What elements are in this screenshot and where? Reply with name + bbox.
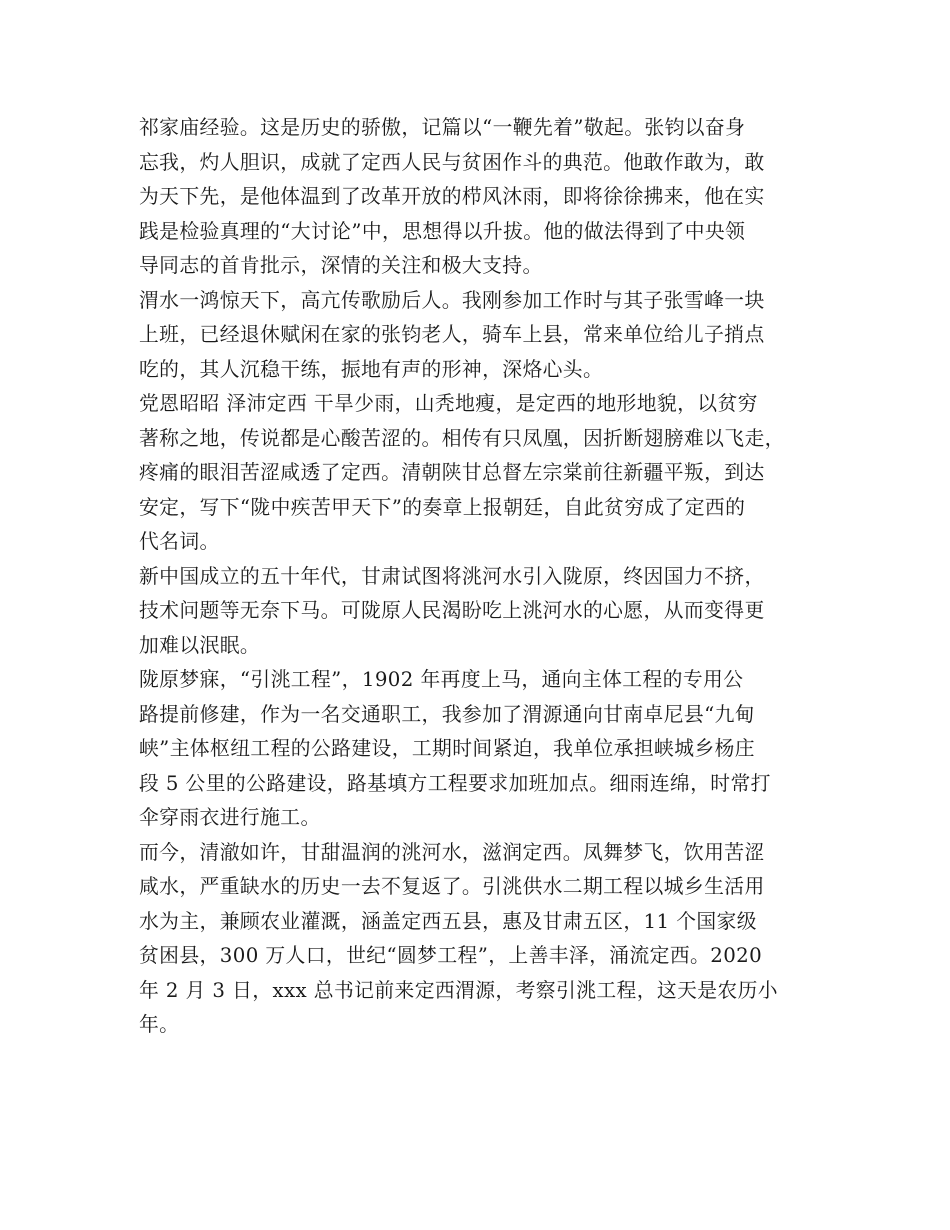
text-line: 导同志的首肯批示，深情的关注和极大支持。	[139, 254, 543, 277]
text-line: 党恩昭昭 泽沛定西 干旱少雨，山秃地瘦，是定西的地形地貌，以贫穷	[139, 392, 758, 415]
text-line: 而今，清澈如许，甘甜温润的洮河水，滋润定西。凤舞梦飞，饮用苦涩	[139, 840, 765, 864]
text-line: 加难以泯眠。	[139, 633, 261, 657]
text-line: 技术问题等无奈下马。可陇原人民渴盼吃上洮河水的心愿，从而变得更	[139, 599, 765, 622]
text-line: 段 5 公里的公路建设，路基填方工程要求加班加点。细雨连绵，时常打	[139, 771, 771, 795]
text-line: 忘我，灼人胆识，成就了定西人民与贫困作斗的典范。他敢作敢为，敢	[139, 150, 765, 174]
text-line: 祁家庙经验。这是历史的骄傲，记篇以“一鞭先着”敬起。张钧以奋身	[139, 116, 746, 139]
text-line: 年。	[139, 1013, 180, 1036]
paragraph-1	[139, 111, 829, 284]
text-line: 陇原梦寐，“引洮工程”，1902 年再度上马，通向主体工程的专用公	[139, 668, 744, 691]
text-line: 贫困县，300 万人口，世纪“圆梦工程”，上善丰泽，涌流定西。2020	[139, 944, 763, 967]
text-line: 渭水一鸿惊天下，高亢传歌励后人。我刚参加工作时与其子张雪峰一块	[139, 288, 765, 312]
paragraph-4	[139, 560, 829, 664]
text-line: 疼痛的眼泪苦涩咸透了定西。清朝陕甘总督左宗棠前往新疆平叛，到达	[139, 461, 765, 484]
text-line: 新中国成立的五十年代，甘肃试图将洮河水引入陇原，终因国力不挤，	[139, 564, 765, 588]
text-line: 水为主，兼顾农业灌溉，涵盖定西五县，惠及甘肃五区，11 个国家级	[139, 909, 757, 933]
text-line: 伞穿雨衣进行施工。	[139, 806, 321, 829]
text-line: 年 2 月 3 日，xxx 总书记前来定西渭源，考察引洮工程，这天是农历小	[139, 978, 778, 1002]
paragraph-3	[139, 387, 829, 560]
text-line: 路提前修建，作为一名交通职工，我参加了渭源通向甘南卓尼县“九甸	[139, 702, 755, 726]
text-line: 吃的，其人沉稳干练，振地有声的形神，深烙心头。	[139, 357, 604, 381]
text-line: 咸水，严重缺水的历史一去不复返了。引洮供水二期工程以城乡生活用	[139, 875, 765, 898]
paragraph-5	[139, 663, 829, 836]
text-line: 峡”主体枢纽工程的公路建设，工期时间紧迫，我单位承担峡城乡杨庄	[139, 737, 755, 760]
text-line: 践是检验真理的“大讨论”中，思想得以升拔。他的做法得到了中央领	[139, 219, 746, 243]
paragraph-2	[139, 284, 829, 388]
text-line: 安定，写下“陇中疾苦甲天下”的奏章上报朝廷，自此贫穷成了定西的	[139, 495, 746, 519]
text-line: 代名词。	[139, 530, 220, 553]
text-line: 著称之地，传说都是心酸苦涩的。相传有只凤凰，因折断翅膀难以飞走，	[139, 426, 785, 450]
document-body	[139, 111, 829, 1043]
paragraph-6	[139, 836, 829, 1043]
text-line: 为天下先，是他体温到了改革开放的栉风沐雨，即将徐徐拂来，他在实	[139, 185, 765, 208]
text-line: 上班，已经退休赋闲在家的张钧老人，骑车上县，常来单位给儿子捎点	[139, 323, 765, 346]
